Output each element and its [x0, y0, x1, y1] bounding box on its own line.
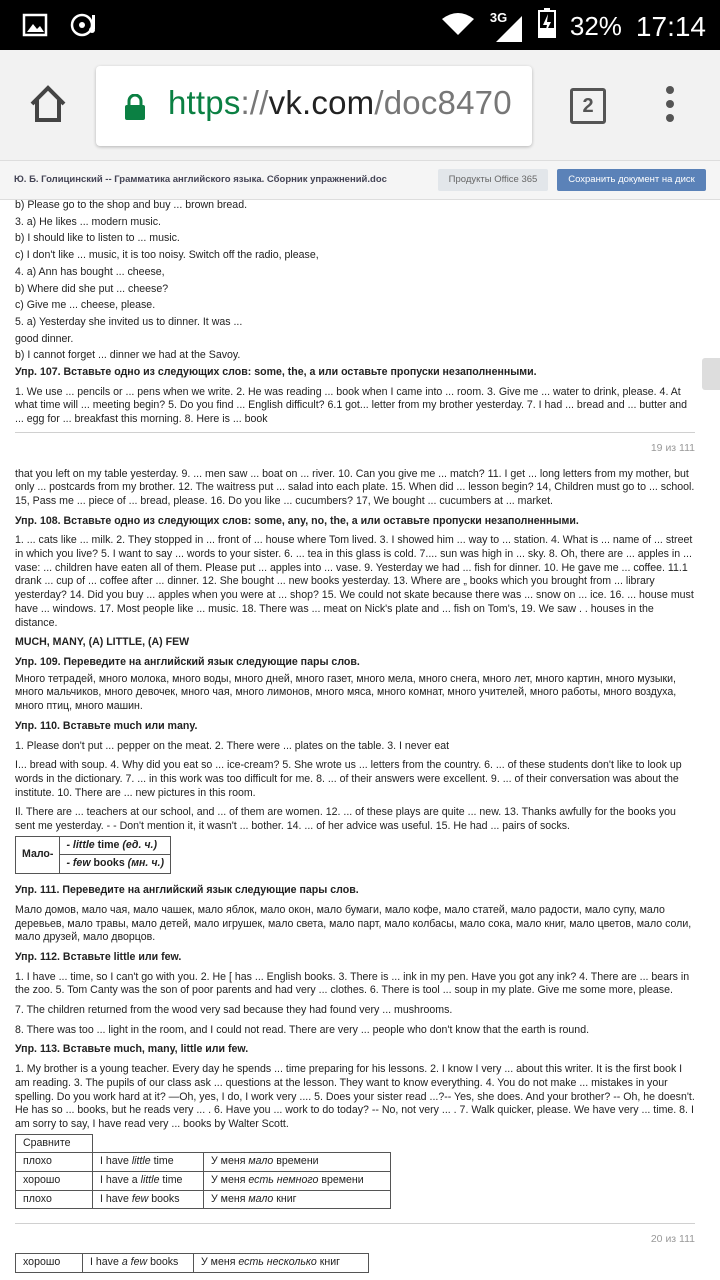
exercise-text: 1. We use ... pencils or ... pens when we write. 2. He was reading ... book when I came into ... room. 3. Give me ... water to drink, please. 4. At what time will ... meeting begin? 5. Do you find ... English difficult? 6.1 got... letter from my brother yesterday. 7. I had ... bread and ... butter and ... egg for ... breakfast this morning. 8. Here is ... book — [15, 385, 688, 426]
music-disc-icon — [70, 12, 96, 38]
home-icon — [26, 82, 70, 126]
exercise-text: 7. The children returned from the wood very sad because they had found very ... mushrooms. — [15, 1004, 453, 1017]
gallery-icon — [22, 12, 48, 38]
text-line: 3. a) He likes ... modern music. — [15, 215, 162, 228]
exercise-heading: Упр. 113. Вставьте much, many, little или few. — [15, 1043, 249, 1056]
text-line: b) I cannot forget ... dinner we had at the Savoy. — [15, 349, 241, 362]
exercise-text: I... bread with soup. 4. Why did you eat so ... ice-cream? 5. She wrote us ... letters from the country. 6. ... of these students don't like to look up words in the dictionary. 7. ... in this work was too difficult for me. 8. ... of their answers were excellent. 9. ... of their conversation was about the institute. 10. There are ... new pictures in this room. — [15, 759, 682, 799]
exercise-heading: Упр. 108. Вставьте одно из следующих слов: some, any, no, the, a или оставьте пропуски незаполненными. — [15, 514, 579, 527]
exercise-text: 1. ... cats like ... milk. 2. They stopped in ... front of ... house where Tom lived. 3. I showed him ... way to ... station. 4. What is ... name of ... street in which you live? 5. I want to say ... words to your sister. 6. ... tea in this glass is cold. 7.... sun was high in ... sky. 8. Oh, there are ... apples in ... vase: ... children have eaten all of them. Please put ... apples into ... vase. 9. Yesterday we had ... fish for dinner. 10. He gave me ... coffee. 11.1 drank ... cup of ... coffee after ... dinner. 12. She bought ... new books yesterday. 13. Where are „ books which you brought from ... library yesterday? 14. Did you buy ... apples when you were at ... shop? 15. We could not skate because there was ... snow on ... ice. 16. ... house must have ... windows. 17. Most people like ... music. 18. There was ... meat on Nick's plate and ... fish on Tom's, 19. We saw . . houses in the distance. — [15, 534, 694, 629]
wifi-icon — [440, 10, 476, 43]
text-line: b) Please go to the shop and buy ... brown bread. — [15, 199, 248, 211]
text-line: 4. a) Ann has bought ... cheese, — [15, 265, 165, 278]
document-toolbar — [0, 161, 720, 200]
compare-table-continued — [15, 1253, 369, 1273]
save-document-button[interactable]: Сохранить документ на диск — [557, 169, 706, 191]
document-content — [15, 199, 695, 1273]
tab-switcher-button[interactable]: 2 — [570, 88, 606, 124]
page-divider — [15, 432, 695, 433]
battery-charging-icon — [538, 8, 556, 45]
office-products-button[interactable]: Продукты Office 365 — [438, 169, 548, 191]
malo-row-few: - few books (мн. ч.) — [60, 855, 171, 874]
table-row: плохо I have little time У меня мало времени — [16, 1153, 391, 1172]
page-20 — [15, 468, 695, 1248]
table-row: хорошо I have a few books У меня есть несколько книг — [16, 1254, 369, 1273]
compare-header: Сравните — [16, 1134, 93, 1153]
home-button[interactable] — [26, 82, 70, 126]
exercise-text: 8. There was too ... light in the room, and I could not read. There are very ... people who don't know that the earth is round. — [15, 1023, 590, 1036]
battery-percent: 32% — [569, 11, 622, 41]
page-divider — [15, 1223, 695, 1224]
document-title: Ю. Б. Голицинский -- Грамматика английского языка. Сборник упражнений.doc — [14, 174, 387, 185]
table-row: плохо I have few books У меня мало книг — [16, 1190, 391, 1209]
exercise-text: 1. Please don't put ... pepper on the meat. 2. There were ... plates on the table. 3. I never eat — [15, 739, 450, 752]
url-text[interactable]: https://vk.com/doc8470 — [168, 84, 512, 121]
compare-table — [15, 1134, 391, 1210]
clock: 17:14 — [635, 10, 706, 42]
lock-icon — [124, 94, 146, 125]
exercise-heading: Упр. 109. Переведите на английский язык следующие пары слов. — [15, 655, 360, 668]
exercise-text: 1. I have ... time, so I can't go with you. 2. He [ has ... English books. 3. There is ... ink in my pen. Have you got any ink? 4. There are ... bears in the zoo. 5. Tom Canty was the son of poor parents and had very ... clothes. 6. There is tool ... soup in my plate. Give me some more, please. — [15, 970, 690, 997]
exercise-text: Мало домов, мало чая, мало чашек, мало яблок, мало окон, мало бумаги, мало кофе, мало статей, мало радости, мало супу, мало деревьев, мало травы, мало детей, мало игрушек, мало света, мало парт, мало колбасы, мало сока, мало книг, мало цветов, мало соли, мало друзей, мало дворцов. — [15, 903, 692, 944]
text-line: that you left on my table yesterday. 9. ... men saw ... boat on ... river. 10. Can you give me ... match? 11. I get ... long letters from my mother, but only ... postcards from my brother. 12. The waitress put ... salad into each plate. 15. When did ... lesson begin? 14, Children must go to ... school. 15, Pass me ... piece of ... bread, please. 16. Do you like ... cucumbers? 17, We bought ... cucumbers at ... market. — [15, 467, 695, 507]
exercise-text: Много тетрадей, много молока, много воды, много дней, много газет, много мела, много снега, много лет, много картин, много музыки, много мальчиков, много девочек, много чая, много лимонов, много мяса, много комнат, много учителей, много работы, много воздуха, много птиц, много машин. — [15, 672, 677, 713]
scroll-handle[interactable] — [702, 358, 720, 390]
text-line: c) I don't like ... music, it is too noisy. Switch off the radio, please, — [15, 249, 319, 262]
malo-label: Мало- — [16, 836, 60, 873]
exercise-text: 1. My brother is a young teacher. Every day he spends ... time preparing for his lessons. 2. I know I very ... about this writer. It is the first book I am reading. 3. The pupils of our class ask ... questions at the lesson. They want to know everything. 4. You do not make ... mistakes in your spelling. Do you work hard at it? —Oh, yes, I do, I work very .... 5. Does your sister read ...?-- Yes, she does. And your brother? -- Oh, he doesn't. He has so ... books, but he reads very ... . 6. Have you ... work to do today? -- No, not very ... . 7. Walk quicker, please. We have very ... time. 8. I am sorry to say, I have read very ... books by Walter Scott. — [15, 1063, 695, 1130]
malo-row-little: - little time (ед. ч.) — [60, 836, 171, 855]
signal-icon — [489, 9, 524, 42]
table-row: хорошо I have a little time У меня есть немного времени — [16, 1172, 391, 1191]
exercise-heading: Упр. 112. Вставьте little или few. — [15, 950, 182, 963]
overflow-menu-icon[interactable] — [664, 86, 676, 128]
exercise-heading: Упр. 110. Вставьте much или many. — [15, 719, 198, 732]
text-line: good dinner. — [15, 332, 74, 345]
text-line: c) Give me ... cheese, please. — [15, 299, 156, 312]
text-line: b) Where did she put ... cheese? — [15, 282, 169, 295]
network-type-label: 3G — [489, 9, 508, 25]
page-21 — [15, 1253, 695, 1273]
text-line: 5. a) Yesterday she invited us to dinner. It was ... — [15, 315, 243, 328]
status-bar — [0, 0, 720, 50]
exercise-heading: Упр. 111. Переведите на английский язык следующие пары слов. — [15, 884, 359, 897]
browser-toolbar — [0, 50, 720, 161]
exercise-heading: Упр. 107. Вставьте одно из следующих слов: some, the, a или оставьте пропуски незаполненными. — [15, 366, 537, 379]
exercise-text: Il. There are ... teachers at our school, and ... of them are women. 12. ... of these plays are quite ... new. 13. Thanks awfully for the books you sent me yesterday. - - Don't mention it, it wasn't ... bother. 14. ... of her advice was useful. 15. He had ... pairs of socks. — [15, 806, 676, 833]
page-counter: 19 из 111 — [650, 441, 695, 454]
address-bar[interactable] — [96, 66, 532, 146]
malo-table — [15, 836, 171, 874]
page-19 — [15, 199, 695, 456]
page-counter: 20 из 111 — [650, 1233, 695, 1246]
text-line: b) I should like to listen to ... music. — [15, 232, 180, 245]
section-heading: MUCH, MANY, (A) LITTLE, (A) FEW — [15, 636, 190, 649]
